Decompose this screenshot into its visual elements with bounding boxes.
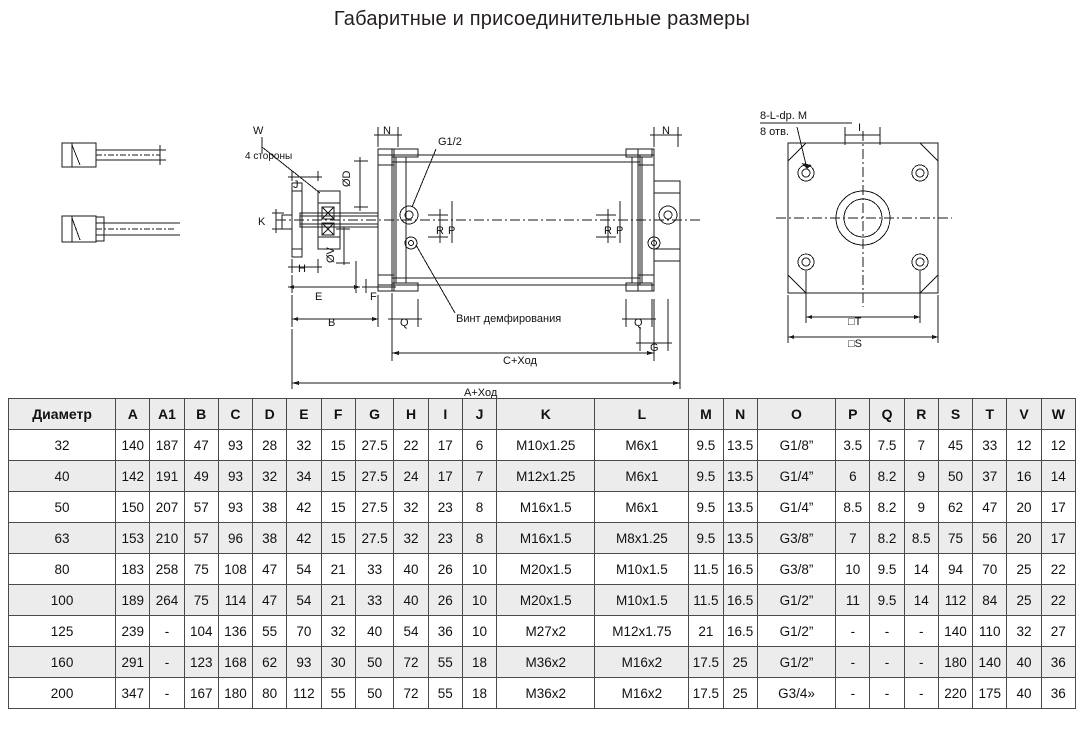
cell: 22 [1041, 554, 1075, 585]
cell: 180 [218, 678, 252, 709]
label-g12: G1/2 [438, 136, 462, 148]
cell: 27.5 [355, 461, 394, 492]
cell: G1/2” [757, 647, 835, 678]
cell: 75 [184, 585, 218, 616]
cell: 8.5 [904, 523, 938, 554]
pictogram-top [62, 143, 166, 167]
cell: 347 [116, 678, 150, 709]
label-j: J [293, 179, 299, 191]
cell: 8.5 [836, 492, 870, 523]
cell: M16x1.5 [497, 492, 595, 523]
col-header-s: S [938, 399, 972, 430]
cell: 13.5 [723, 461, 757, 492]
cell: 13.5 [723, 492, 757, 523]
cell: 153 [116, 523, 150, 554]
cell-diametr: 100 [9, 585, 116, 616]
label-s: □S [848, 338, 862, 350]
cylinder-side-view [276, 149, 700, 291]
cell: M12x1.75 [595, 616, 689, 647]
cell: G1/4” [757, 461, 835, 492]
cell: 9.5 [689, 461, 723, 492]
cell: 18 [462, 678, 496, 709]
cell: 189 [116, 585, 150, 616]
cell: 55 [428, 647, 462, 678]
cell: 7 [904, 430, 938, 461]
cell: 17.5 [689, 647, 723, 678]
cell: 75 [184, 554, 218, 585]
col-header-j: J [462, 399, 496, 430]
cell: 25 [723, 647, 757, 678]
cell: 13.5 [723, 430, 757, 461]
cell: 32 [394, 523, 428, 554]
col-header-g: G [355, 399, 394, 430]
cell: 28 [253, 430, 287, 461]
label-c-stroke: C+Ход [503, 355, 537, 367]
col-header-a: A [116, 399, 150, 430]
label-damping-screw: Винт демфирования [456, 313, 562, 325]
cell: 15 [321, 461, 355, 492]
cell: G1/8” [757, 430, 835, 461]
cell: 93 [218, 430, 252, 461]
label-p-right: P [616, 225, 624, 237]
cell: 62 [253, 647, 287, 678]
col-header-diametr: Диаметр [9, 399, 116, 430]
cell: 110 [973, 616, 1007, 647]
cell: 50 [938, 461, 972, 492]
cell: 12 [1007, 430, 1041, 461]
cell: 104 [184, 616, 218, 647]
label-i: I [858, 122, 862, 134]
cell: 57 [184, 523, 218, 554]
cell: 37 [973, 461, 1007, 492]
cell: - [870, 647, 904, 678]
cell: 9 [904, 461, 938, 492]
cell: M16x1.5 [497, 523, 595, 554]
cylinder-end-view [760, 123, 952, 343]
cell: 20 [1007, 492, 1041, 523]
cell: 75 [938, 523, 972, 554]
cell: 9.5 [689, 430, 723, 461]
cell: 36 [1041, 647, 1075, 678]
cell: 8 [462, 523, 496, 554]
table-row [9, 616, 1076, 647]
cell: 22 [1041, 585, 1075, 616]
col-header-f: F [321, 399, 355, 430]
cell: M10x1.5 [595, 585, 689, 616]
cell: M20x1.5 [497, 554, 595, 585]
cell: 54 [287, 554, 321, 585]
cell: 93 [218, 492, 252, 523]
cell: 24 [394, 461, 428, 492]
cell: 32 [253, 461, 287, 492]
cell: 32 [287, 430, 321, 461]
cell: - [836, 616, 870, 647]
cell: 15 [321, 430, 355, 461]
cell: 7 [462, 461, 496, 492]
label-t: □T [848, 316, 862, 328]
cell: 23 [428, 523, 462, 554]
cell: 9 [904, 492, 938, 523]
cell: 8.2 [870, 523, 904, 554]
cell: 96 [218, 523, 252, 554]
table-row [9, 523, 1076, 554]
dimensions-table-wrapper [8, 398, 1076, 709]
cell: - [836, 647, 870, 678]
cell: 40 [1007, 678, 1041, 709]
table-header-row [9, 399, 1076, 430]
col-header-a1: A1 [150, 399, 184, 430]
cell: 40 [355, 616, 394, 647]
cell: G1/2” [757, 616, 835, 647]
cell: 36 [1041, 678, 1075, 709]
cell: 34 [287, 461, 321, 492]
cell: 14 [1041, 461, 1075, 492]
cell: 17 [428, 430, 462, 461]
cell: 42 [287, 492, 321, 523]
col-header-m: M [689, 399, 723, 430]
cell: 27.5 [355, 523, 394, 554]
cell: 123 [184, 647, 218, 678]
cell: 114 [218, 585, 252, 616]
cell: M36x2 [497, 678, 595, 709]
col-header-p: P [836, 399, 870, 430]
cell: 56 [973, 523, 1007, 554]
cell: 36 [428, 616, 462, 647]
col-header-l: L [595, 399, 689, 430]
cell: 17 [1041, 492, 1075, 523]
cell: 38 [253, 492, 287, 523]
cell: 40 [1007, 647, 1041, 678]
cell-diametr: 160 [9, 647, 116, 678]
cell: 49 [184, 461, 218, 492]
cell: 47 [973, 492, 1007, 523]
cell: 11.5 [689, 554, 723, 585]
label-h: H [298, 263, 306, 275]
col-header-h: H [394, 399, 428, 430]
cell: 112 [287, 678, 321, 709]
label-n-right: N [662, 125, 670, 137]
cell: - [870, 616, 904, 647]
cell: M6x1 [595, 430, 689, 461]
cell: 72 [394, 678, 428, 709]
cell: 32 [394, 492, 428, 523]
cell: 6 [462, 430, 496, 461]
cell: 183 [116, 554, 150, 585]
cell: 6 [836, 461, 870, 492]
cell: - [904, 678, 938, 709]
cell: 94 [938, 554, 972, 585]
cell: M12x1.25 [497, 461, 595, 492]
col-header-k: K [497, 399, 595, 430]
cell: 16 [1007, 461, 1041, 492]
cell: 150 [116, 492, 150, 523]
table-row [9, 678, 1076, 709]
table-row [9, 430, 1076, 461]
cell: 16.5 [723, 616, 757, 647]
col-header-r: R [904, 399, 938, 430]
cell-diametr: 40 [9, 461, 116, 492]
col-header-b: B [184, 399, 218, 430]
cell: 70 [287, 616, 321, 647]
label-phi-d: ØD [341, 170, 353, 187]
cell: - [150, 616, 184, 647]
cell: 11 [836, 585, 870, 616]
dimensions-table [8, 398, 1076, 709]
table-row [9, 554, 1076, 585]
label-w-note: 4 стороны [245, 151, 293, 162]
cell: 33 [355, 554, 394, 585]
cell: 27.5 [355, 492, 394, 523]
cell: 25 [1007, 585, 1041, 616]
cell: 32 [321, 616, 355, 647]
cell: 23 [428, 492, 462, 523]
label-r-right: R [604, 225, 612, 237]
cell: 9.5 [689, 523, 723, 554]
col-header-t: T [973, 399, 1007, 430]
cell: 13.5 [723, 523, 757, 554]
cell: 55 [321, 678, 355, 709]
cell: 8.2 [870, 461, 904, 492]
cell: 21 [321, 554, 355, 585]
cell: 33 [355, 585, 394, 616]
label-f: F [370, 291, 377, 303]
cell: M16x2 [595, 647, 689, 678]
col-header-v: V [1007, 399, 1041, 430]
table-row [9, 647, 1076, 678]
cell: 14 [904, 585, 938, 616]
col-header-q: Q [870, 399, 904, 430]
cell-diametr: 32 [9, 430, 116, 461]
cell: G3/8” [757, 523, 835, 554]
cell: 15 [321, 523, 355, 554]
cell-diametr: 63 [9, 523, 116, 554]
cell: 207 [150, 492, 184, 523]
cell: 10 [462, 585, 496, 616]
cell: M10x1.5 [595, 554, 689, 585]
col-header-o: O [757, 399, 835, 430]
label-p-left: P [448, 225, 456, 237]
label-r-left: R [436, 225, 444, 237]
cell: 40 [394, 585, 428, 616]
cell: M16x2 [595, 678, 689, 709]
cell: 17 [1041, 523, 1075, 554]
cell: M36x2 [497, 647, 595, 678]
cell: 26 [428, 585, 462, 616]
cell: G3/8” [757, 554, 835, 585]
cell: 9.5 [870, 585, 904, 616]
cell: 17 [428, 461, 462, 492]
label-w: W [253, 125, 264, 137]
cell: 8 [462, 492, 496, 523]
cell: 32 [1007, 616, 1041, 647]
label-k: K [258, 216, 266, 228]
label-a-stroke: A+Ход [464, 387, 498, 399]
cell: 38 [253, 523, 287, 554]
col-header-w: W [1041, 399, 1075, 430]
col-header-d: D [253, 399, 287, 430]
cell: 72 [394, 647, 428, 678]
cell: 142 [116, 461, 150, 492]
cell: 27 [1041, 616, 1075, 647]
cell: 55 [253, 616, 287, 647]
cell: 140 [938, 616, 972, 647]
col-header-i: I [428, 399, 462, 430]
cell: 12 [1041, 430, 1075, 461]
cell: 21 [689, 616, 723, 647]
cell: 17.5 [689, 678, 723, 709]
cell: - [870, 678, 904, 709]
table-body [9, 430, 1076, 709]
col-header-e: E [287, 399, 321, 430]
cell: 10 [836, 554, 870, 585]
cell-diametr: 80 [9, 554, 116, 585]
cell: 20 [1007, 523, 1041, 554]
table-row [9, 585, 1076, 616]
cell: M10x1.25 [497, 430, 595, 461]
cell: 47 [184, 430, 218, 461]
label-q-right: Q [634, 317, 643, 329]
label-phi-v: ØV [325, 247, 337, 263]
cell: M27x2 [497, 616, 595, 647]
cell: G1/4” [757, 492, 835, 523]
cell: 9.5 [689, 492, 723, 523]
cell: 9.5 [870, 554, 904, 585]
cell: - [150, 678, 184, 709]
label-holes-ru: 8 отв. [760, 126, 789, 138]
label-e: E [315, 291, 323, 303]
cell: 210 [150, 523, 184, 554]
cell: 11.5 [689, 585, 723, 616]
pictogram-bottom [62, 216, 180, 242]
cell: - [904, 647, 938, 678]
cell: 3.5 [836, 430, 870, 461]
cell: 93 [218, 461, 252, 492]
cell: - [904, 616, 938, 647]
cell: - [150, 647, 184, 678]
cell: 180 [938, 647, 972, 678]
cell: 21 [321, 585, 355, 616]
cell: 47 [253, 554, 287, 585]
cell: 18 [462, 647, 496, 678]
cell: 191 [150, 461, 184, 492]
cell: 187 [150, 430, 184, 461]
drawing-svg [0, 31, 1084, 399]
label-q-left: Q [400, 317, 409, 329]
cell: 175 [973, 678, 1007, 709]
cell: 55 [428, 678, 462, 709]
cell: 112 [938, 585, 972, 616]
cell: 54 [394, 616, 428, 647]
page-title: Габаритные и присоединительные размеры [333, 8, 751, 30]
cell: 291 [116, 647, 150, 678]
label-g: G [650, 342, 659, 354]
cell: 22 [394, 430, 428, 461]
cell: 7.5 [870, 430, 904, 461]
cell: G1/2” [757, 585, 835, 616]
cell: 168 [218, 647, 252, 678]
cell: M8x1.25 [595, 523, 689, 554]
cell: 14 [904, 554, 938, 585]
cell: 140 [116, 430, 150, 461]
cell: 264 [150, 585, 184, 616]
cell: 50 [355, 647, 394, 678]
label-holes: 8-L-dp. M [760, 110, 808, 122]
cell: 136 [218, 616, 252, 647]
cell: 25 [1007, 554, 1041, 585]
cell: - [836, 678, 870, 709]
cell: M6x1 [595, 461, 689, 492]
cell: 10 [462, 554, 496, 585]
label-n-left: N [383, 125, 391, 137]
table-row [9, 492, 1076, 523]
cell: 239 [116, 616, 150, 647]
cell: 54 [287, 585, 321, 616]
label-b: B [328, 317, 336, 329]
cell: 57 [184, 492, 218, 523]
cell: 108 [218, 554, 252, 585]
cell: 27.5 [355, 430, 394, 461]
cell: 8.2 [870, 492, 904, 523]
cell: 258 [150, 554, 184, 585]
cell: 167 [184, 678, 218, 709]
cell: M20x1.5 [497, 585, 595, 616]
cell: 25 [723, 678, 757, 709]
cell: 26 [428, 554, 462, 585]
dimension-arrows [288, 285, 680, 385]
cell: 40 [394, 554, 428, 585]
col-header-n: N [723, 399, 757, 430]
technical-drawing [0, 31, 1084, 399]
cell: 30 [321, 647, 355, 678]
cell: G3/4» [757, 678, 835, 709]
cell: 45 [938, 430, 972, 461]
cell: 10 [462, 616, 496, 647]
col-header-c: C [218, 399, 252, 430]
cell: 62 [938, 492, 972, 523]
cell: 33 [973, 430, 1007, 461]
cell: 42 [287, 523, 321, 554]
cell-diametr: 50 [9, 492, 116, 523]
cell: 220 [938, 678, 972, 709]
cell: 16.5 [723, 585, 757, 616]
cell: 70 [973, 554, 1007, 585]
cell: 50 [355, 678, 394, 709]
cell: 15 [321, 492, 355, 523]
cell-diametr: 125 [9, 616, 116, 647]
cell-diametr: 200 [9, 678, 116, 709]
cell: 47 [253, 585, 287, 616]
cell: 80 [253, 678, 287, 709]
cell: 7 [836, 523, 870, 554]
cell: 93 [287, 647, 321, 678]
cell: 16.5 [723, 554, 757, 585]
cell: 84 [973, 585, 1007, 616]
cell: 140 [973, 647, 1007, 678]
table-row [9, 461, 1076, 492]
cell: M6x1 [595, 492, 689, 523]
